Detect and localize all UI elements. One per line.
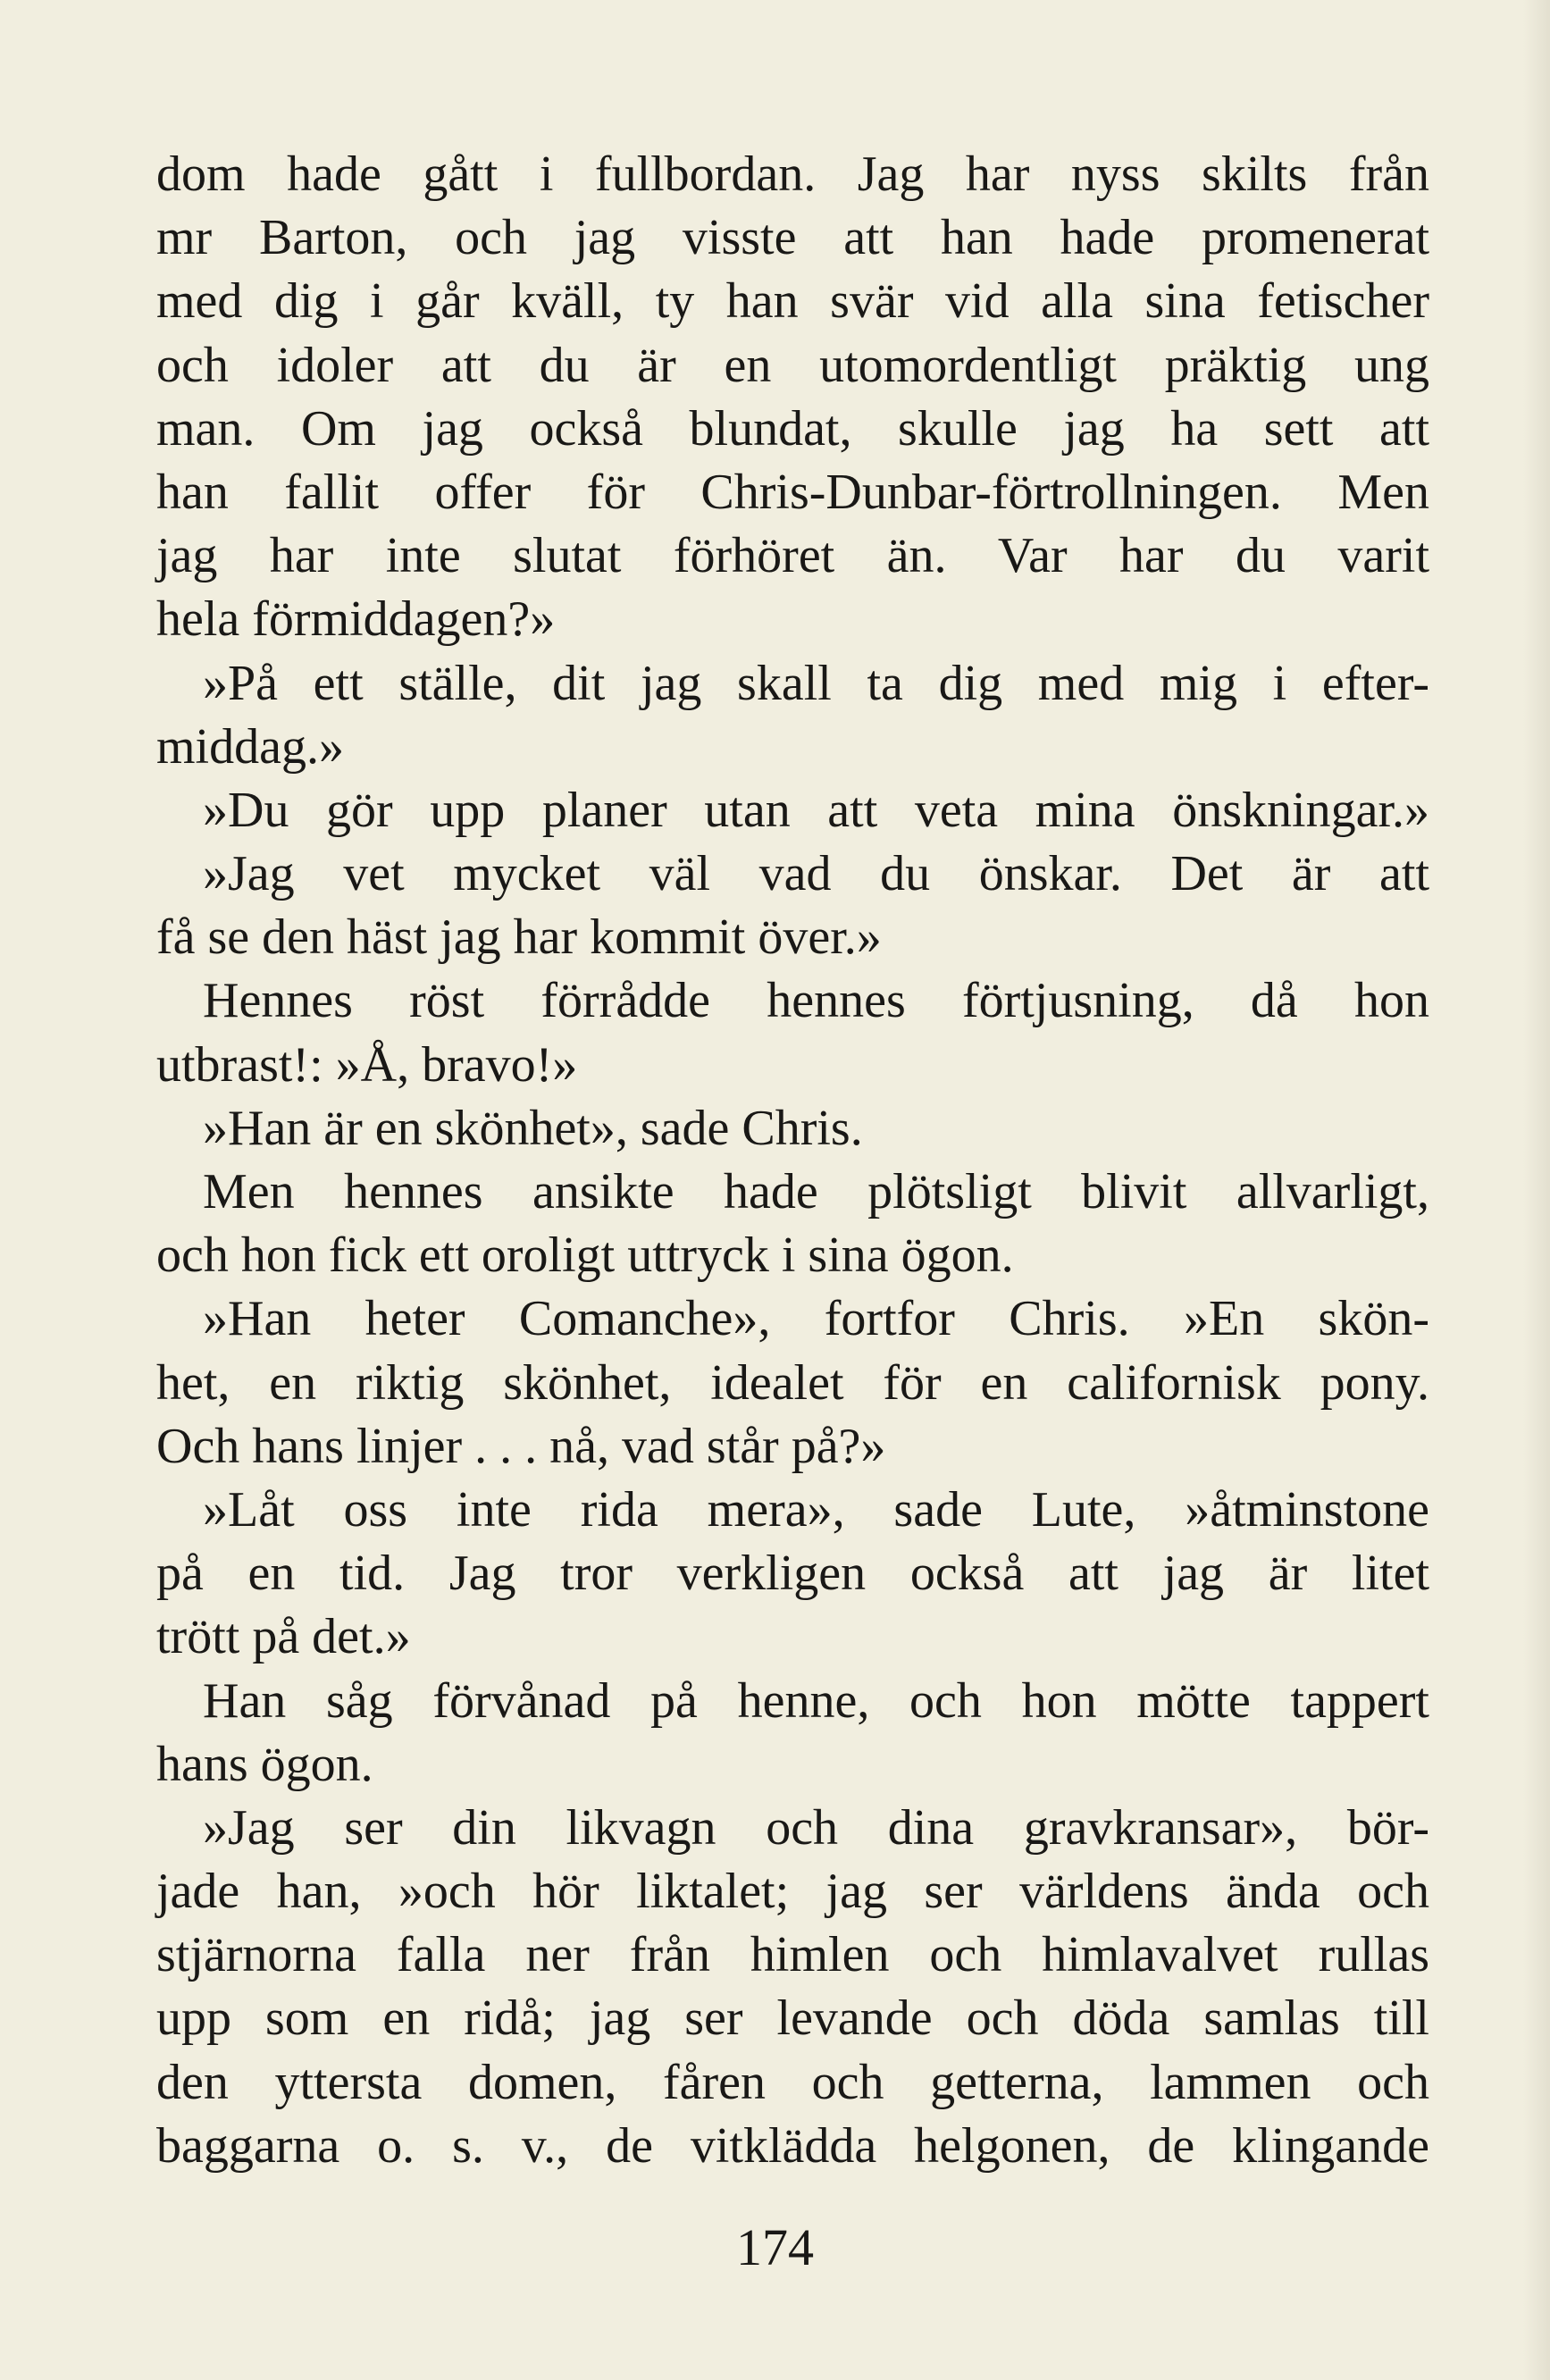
text-line: het, en riktig skönhet, idealet för en californisk pony. (156, 1354, 1429, 1411)
text-line: han fallit offer för Chris-Dunbar-förtrollningen. Men (156, 464, 1429, 520)
text-line: »Jag ser din likvagn och dina gravkransar», bör- (203, 1799, 1429, 1856)
text-line: Men hennes ansikte hade plötsligt blivit allvarligt, (203, 1164, 1429, 1219)
page-number: 174 (736, 2218, 814, 2276)
text-line: »Låt oss inte rida mera», sade Lute, »åtminstone (203, 1481, 1429, 1538)
text-line: utbrast!: »Å, bravo!» (156, 1036, 578, 1093)
text-line: trött på det.» (156, 1609, 411, 1665)
text-line: och idoler att du är en utomordentligt präktig ung (156, 337, 1429, 393)
page-edge-shadow (1523, 0, 1550, 2380)
text-line: »Jag vet mycket väl vad du önskar. Det är att (203, 846, 1429, 902)
text-line: Och hans linjer . . . nå, vad står på?» (156, 1418, 886, 1474)
body-text (156, 143, 1429, 2178)
text-line: upp som en ridå; jag ser levande och döda samlas till (156, 1990, 1429, 2047)
text-line: hans ögon. (156, 1736, 373, 1792)
text-line: man. Om jag också blundat, skulle jag ha sett att (156, 400, 1429, 457)
text-line: mr Barton, och jag visste att han hade promenerat (156, 210, 1429, 266)
text-line: »Han heter Comanche», fortfor Chris. »En skön- (203, 1291, 1429, 1347)
text-line: Han såg förvånad på henne, och hon mötte tappert (203, 1672, 1429, 1729)
text-line: på en tid. Jag tror verkligen också att jag är litet (156, 1546, 1429, 1602)
text-line: stjärnorna falla ner från himlen och himlavalvet rullas (156, 1927, 1429, 1983)
text-line: Hennes röst förrådde hennes förtjusning, då hon (203, 973, 1429, 1029)
text-line: dom hade gått i fullbordan. Jag har nyss skilts från (156, 147, 1429, 202)
text-line: hela förmiddagen?» (156, 591, 556, 648)
text-line: den yttersta domen, fåren och getterna, lammen och (156, 2054, 1429, 2110)
text-line: »Du gör upp planer utan att veta mina önskningar.» (203, 782, 1429, 838)
text-line: »På ett ställe, dit jag skall ta dig med mig i efter- (203, 655, 1429, 711)
text-line: middag.» (156, 718, 344, 775)
text-line: få se den häst jag har kommit över.» (156, 909, 882, 966)
text-line: »Han är en skönhet», sade Chris. (203, 1100, 863, 1156)
text-line: jade han, »och hör liktalet; jag ser världens ända och (156, 1864, 1429, 1920)
text-line: och hon fick ett oroligt uttryck i sina ögon. (156, 1228, 1014, 1284)
text-line: med dig i går kväll, ty han svär vid alla sina fetischer (156, 273, 1429, 330)
text-line: baggarna o. s. v., de vitklädda helgonen, de klingande (156, 2117, 1429, 2174)
text-line: jag har inte slutat förhöret än. Var har du varit (156, 528, 1429, 584)
